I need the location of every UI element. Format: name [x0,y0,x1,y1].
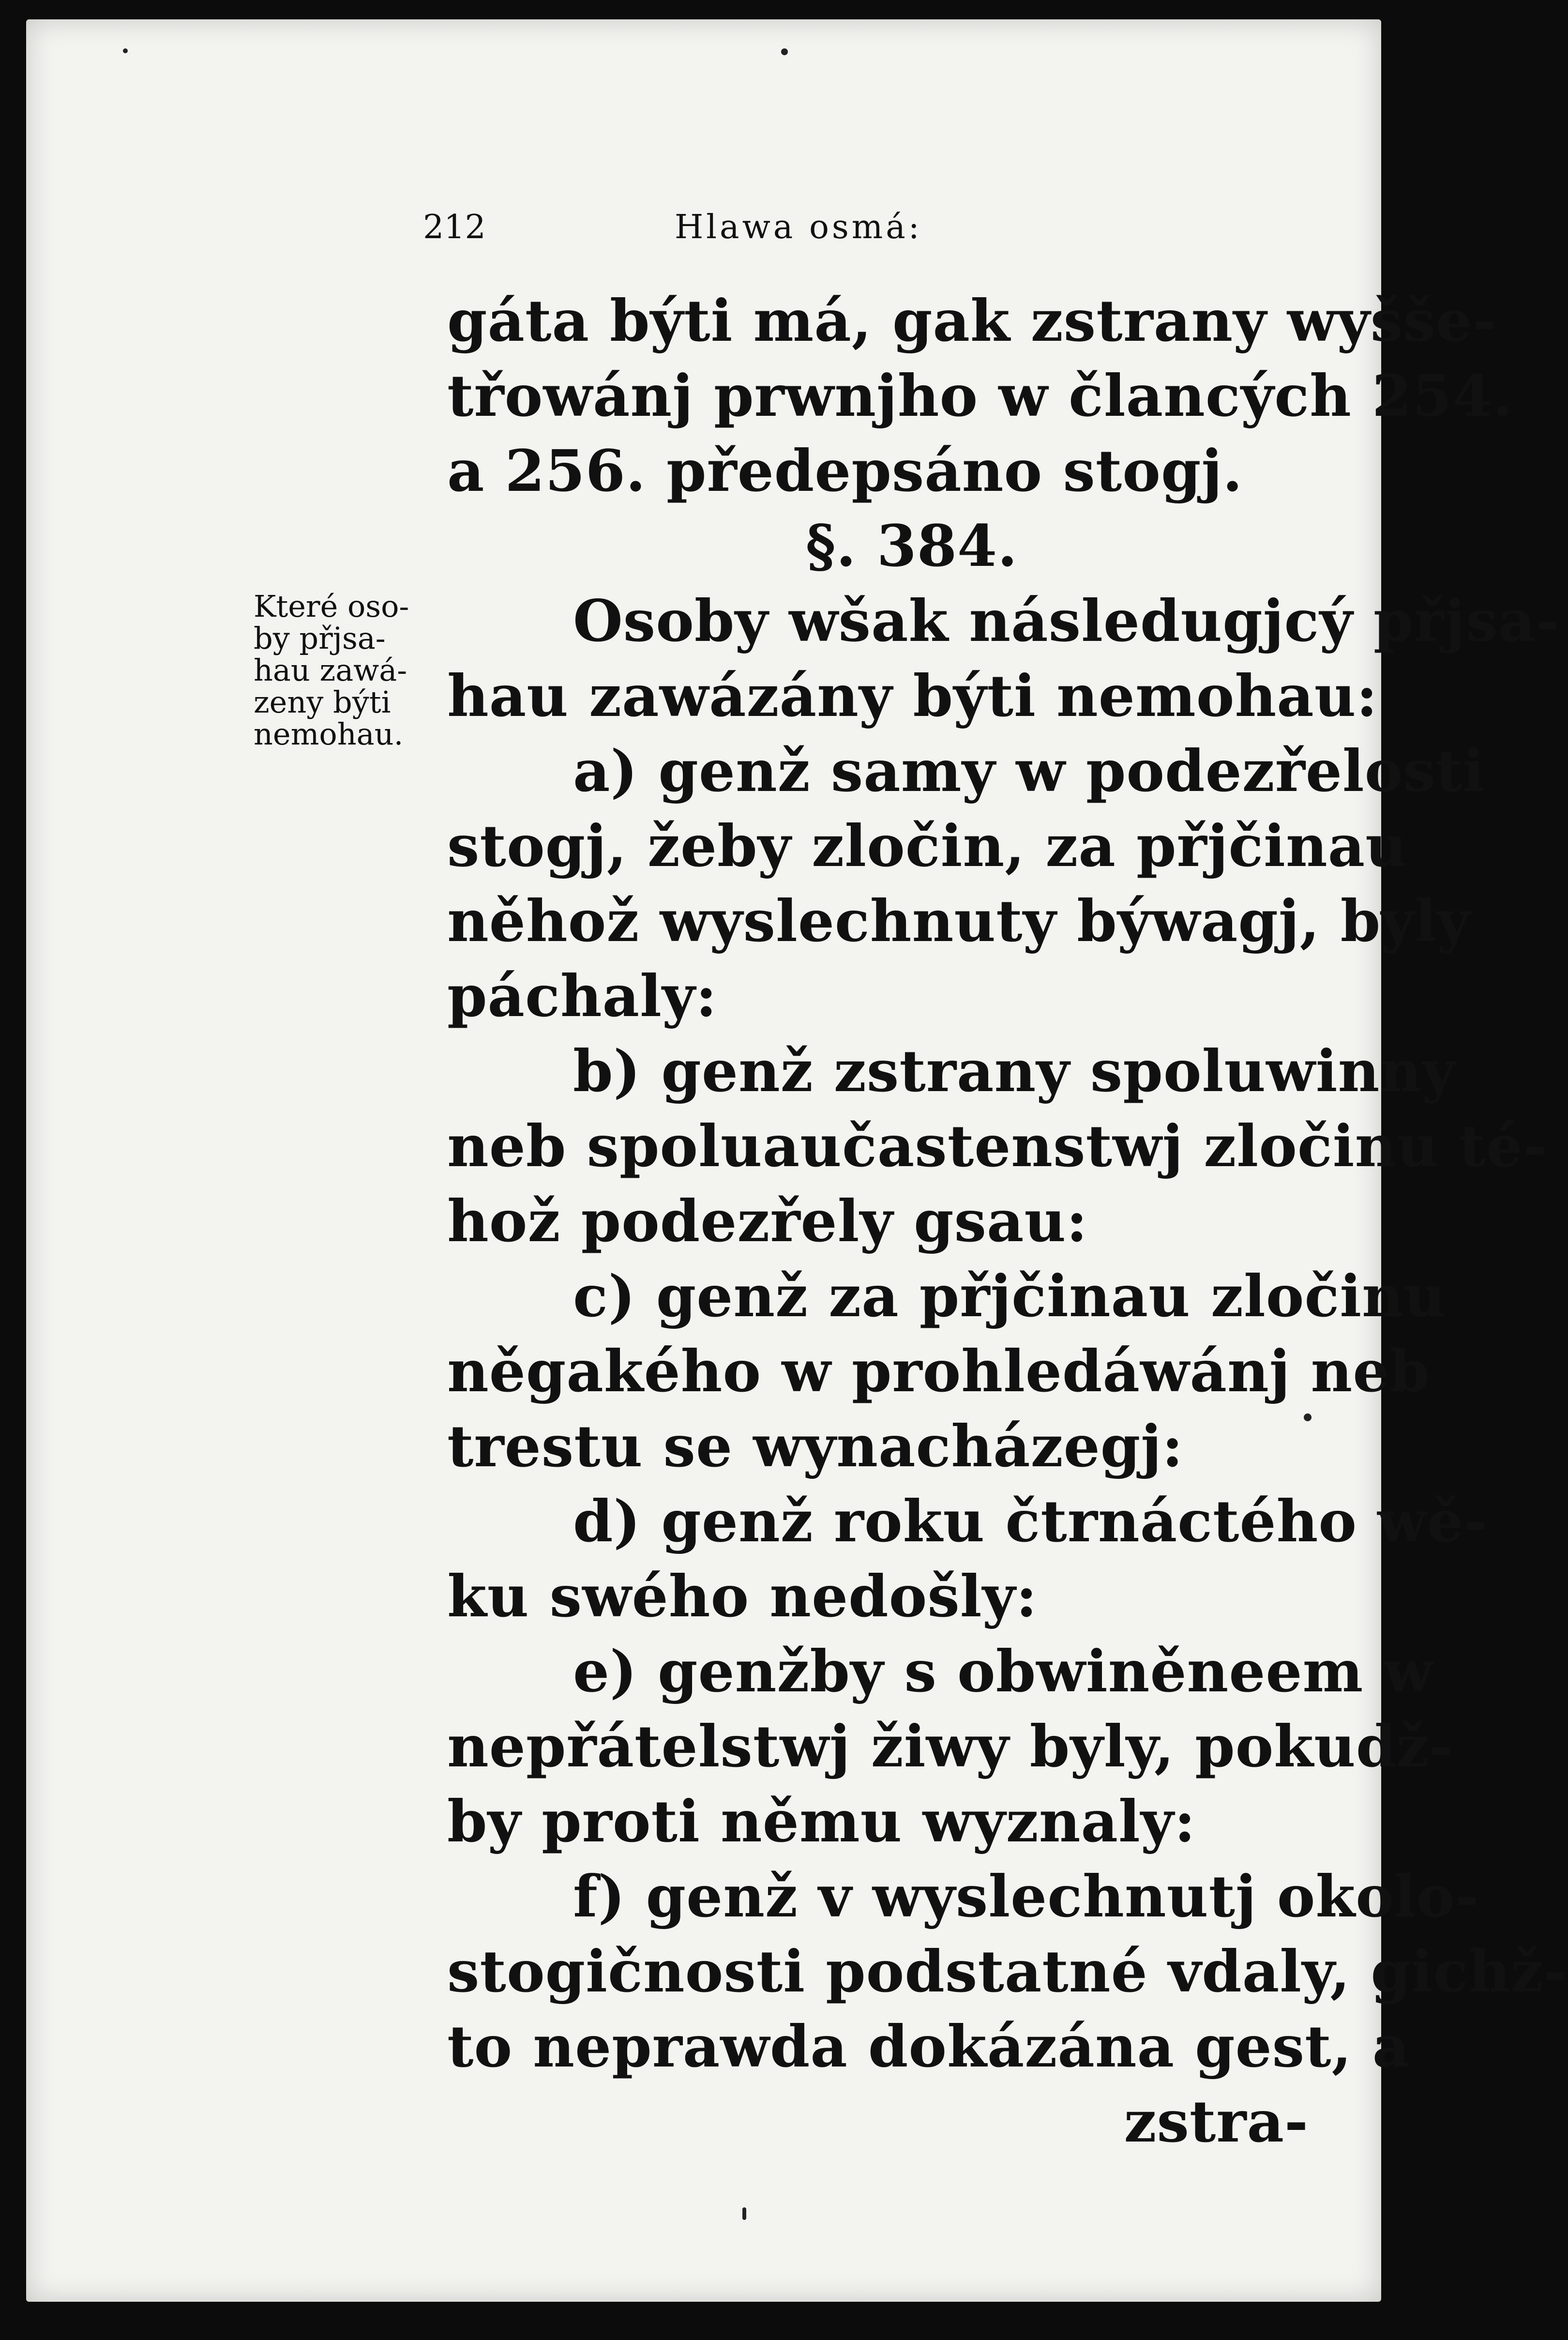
text-line: třowánj prwnjho w člancých 254. [447,362,1513,429]
text-line: neb spoluaučastenstwj zločinu té- [447,1112,1547,1180]
text-line: trestu se wynacházegj: [447,1413,1184,1480]
text-line: páchaly: [447,962,718,1030]
paper-speck [742,2207,746,2220]
section-mark: §. 384. [805,512,1018,579]
margin-note-line: zeny býti [254,684,391,720]
text-line: stogj, žeby zločin, za přjčinau [447,812,1408,880]
book-page [26,19,1568,2302]
text-line: hož podezřely gsau: [447,1187,1088,1255]
page-number: 212 [423,208,486,246]
paper-speck [1304,1413,1312,1421]
margin-note-line: by přjsa- [254,621,386,656]
margin-note-line: nemohau. [254,716,404,752]
margin-note-line: hau zawá- [254,653,407,688]
text-line: stogičnosti podstatné vdaly, gichž- [447,1938,1568,2005]
text-line: Osoby wšak následugjcý přjsa- [573,587,1560,654]
margin-note [254,591,428,750]
margin-note-line: Které oso- [254,589,409,624]
chapter-title: Hlawa osmá: [675,208,922,246]
paper-speck [781,48,788,55]
catchword: zstra- [1124,2088,1309,2155]
body-text [447,283,1568,2159]
text-line: to neprawda dokázána gest, a [447,2013,1410,2080]
text-line: a 256. předepsáno stogj. [447,437,1243,504]
list-item-line: a) genž samy w podezřelosti [573,737,1485,805]
text-line: hau zawázány býti nemohau: [447,662,1378,729]
text-line: ku swého nedošly: [447,1563,1038,1630]
text-line: by proti němu wyznaly: [447,1788,1196,1855]
list-item-line: c) genž za přjčinau zločinu [573,1262,1446,1330]
text-line: něgakého w prohledáwánj neb [447,1337,1430,1405]
text-line: nepřátelstwj žiwy byly, pokudž- [447,1713,1454,1780]
list-item-line: b) genž zstrany spoluwinny [573,1037,1456,1105]
list-item-line: f) genž v wyslechnutj okolo- [573,1863,1479,1930]
list-item-line: d) genž roku čtrnáctého wě- [573,1488,1488,1555]
text-line: gáta býti má, gak zstrany wyšše- [447,287,1497,354]
list-item-line: e) genžby s obwiněneem w [573,1638,1433,1705]
paper-speck [123,48,128,53]
text-line: něhož wyslechnuty býwagj, byly [447,887,1471,955]
running-head [423,198,994,257]
